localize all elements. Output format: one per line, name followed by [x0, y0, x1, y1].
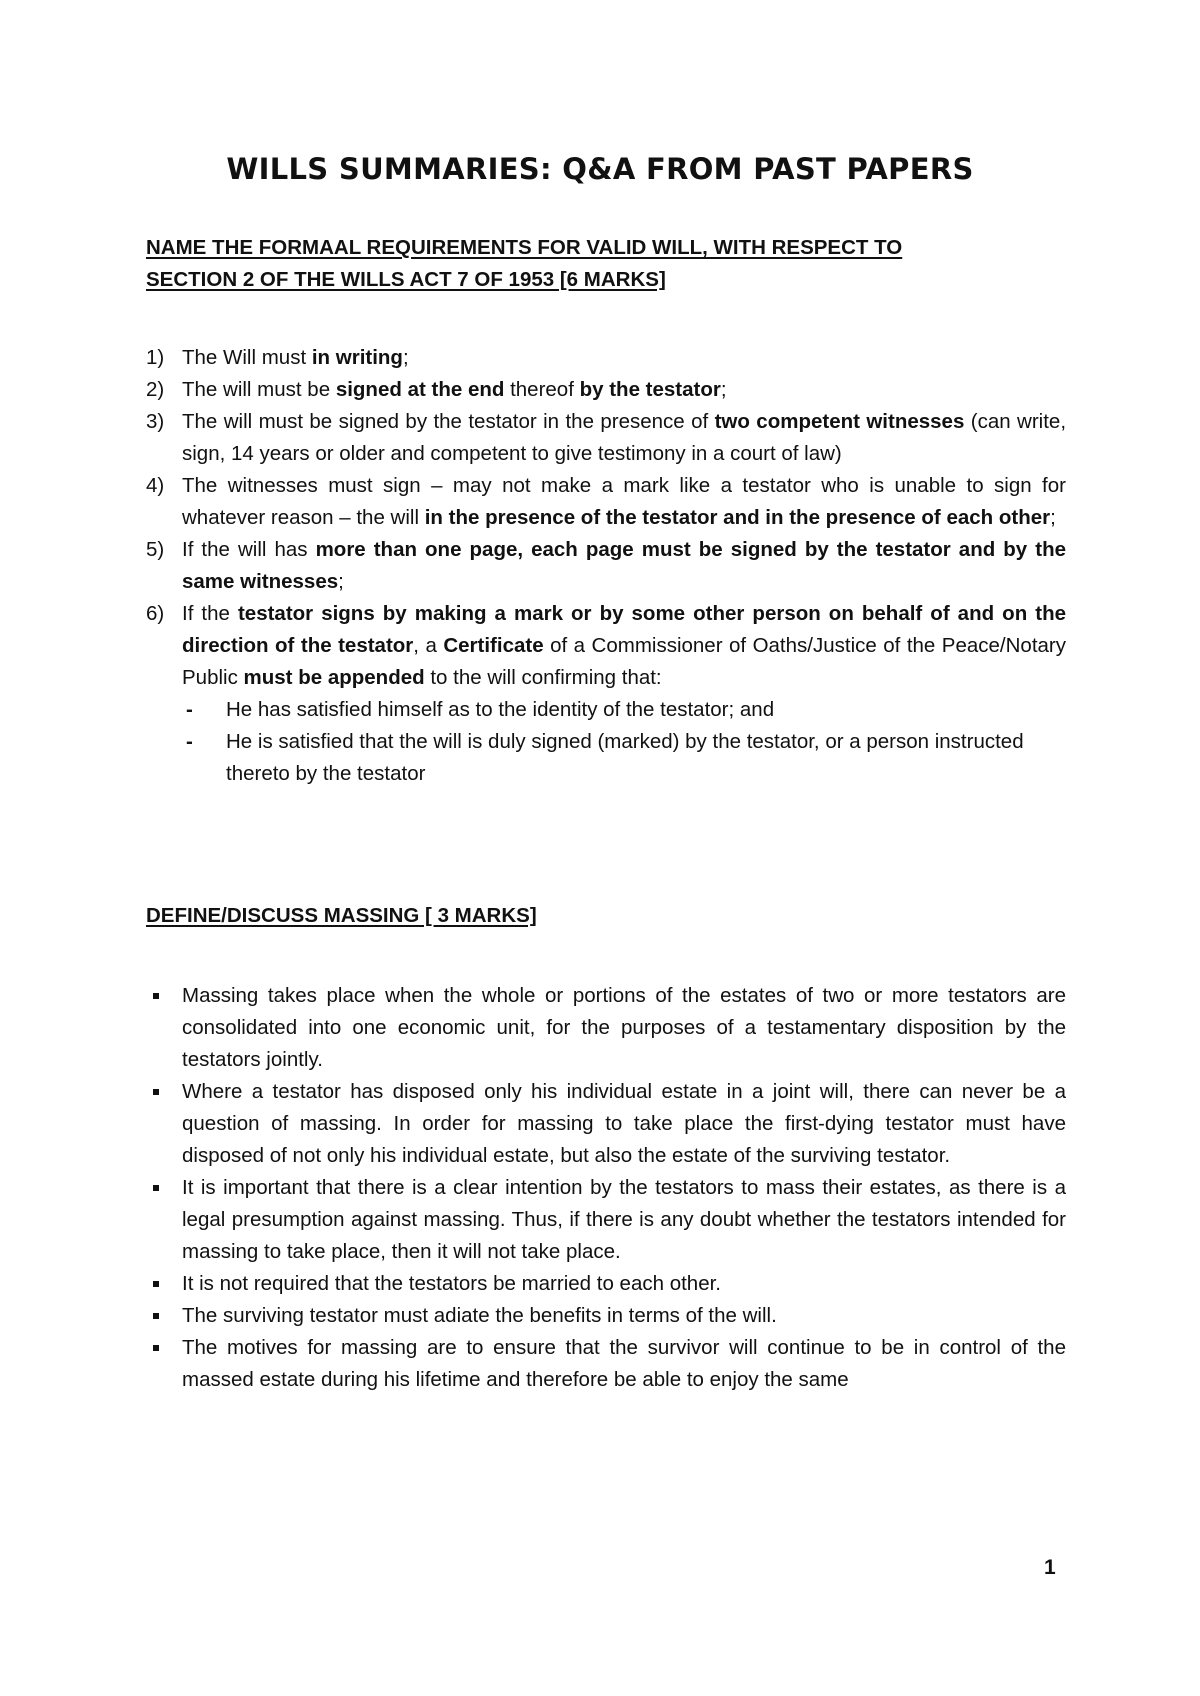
section1-heading-line1: NAME THE FORMAAL REQUIREMENTS FOR VALID WILL, WITH RESPECT TO: [146, 236, 903, 259]
list-item-number: 2): [146, 378, 165, 401]
text-run: ;: [1050, 506, 1056, 529]
list-item: [146, 534, 1066, 598]
page-number: 1: [1044, 1556, 1056, 1579]
list-item-text: [182, 602, 1066, 689]
list-item-text: [182, 378, 727, 401]
bullet-item-text: Where a testator has disposed only his individual estate in a joint will, there can never be a question of massing. In order for massing to take place the first-dying testator must have disposed of not only his individual estate, but also the estate of the surviving testator.: [182, 1080, 1066, 1167]
list-item: [146, 598, 1066, 694]
bold-text: signed at the end: [335, 378, 505, 401]
bold-text: in the presence of the testator and in the presence of each other: [424, 506, 1051, 529]
list-item: [146, 342, 1066, 374]
text-run: If the: [182, 602, 238, 625]
section1-heading-line2: SECTION 2 OF THE WILLS ACT 7 OF 1953 [6 MARKS]: [146, 268, 666, 291]
text-run: ;: [720, 378, 727, 401]
bold-text: in writing: [311, 346, 403, 369]
bold-text: two competent witnesses: [714, 410, 965, 433]
list-item: [146, 406, 1066, 470]
text-run: The will must be: [182, 378, 336, 401]
square-bullet-icon: [153, 1089, 159, 1095]
text-run: (can write, sign, 14 years or older and competent to give testimony in a court of law): [182, 410, 1067, 465]
bullet-item-text: The motives for massing are to ensure that the survivor will continue to be in control of the massed estate during his lifetime and therefore be able to enjoy the same: [182, 1336, 1066, 1391]
bold-text: more than one page, each page must be signed by the testator and by the same witnesses: [182, 538, 1066, 593]
list-item-number: 5): [146, 538, 165, 561]
square-bullet-icon: [153, 993, 159, 999]
text-run: to the will confirming that:: [424, 666, 662, 689]
section1-heading: [146, 232, 1066, 296]
square-bullet-icon: [153, 1313, 159, 1319]
list-item-text: [182, 410, 1066, 465]
bullet-item: [146, 1332, 1066, 1396]
bullet-item: [146, 1300, 1066, 1332]
square-bullet-icon: [153, 1345, 159, 1351]
bold-text: by the testator: [579, 378, 721, 401]
list-item: [146, 374, 1066, 406]
bullet-item: [146, 1172, 1066, 1268]
text-run: The Will must: [182, 346, 312, 369]
square-bullet-icon: [153, 1281, 159, 1287]
bold-text: testator signs by making a mark or by some other person on behalf of and on the direction of the testator: [182, 602, 1066, 657]
sub-list-item-text: He is satisfied that the will is duly signed (marked) by the testator, or a person instructed thereto by the testator: [226, 730, 1024, 785]
list-item-text: [182, 346, 409, 369]
bold-text: must be appended: [243, 666, 425, 689]
text-run: ;: [338, 570, 344, 593]
bullet-item: [146, 980, 1066, 1076]
list-item-text: [182, 474, 1066, 529]
list-item: [146, 470, 1066, 534]
bullet-item-text: The surviving testator must adiate the benefits in terms of the will.: [182, 1304, 777, 1327]
text-run: If the will has: [182, 538, 316, 561]
text-run: ;: [402, 346, 409, 369]
text-run: of a Commissioner of Oaths/Justice of the Peace/Notary Public: [182, 634, 1066, 689]
list-item-number: 4): [146, 474, 165, 497]
sub-list-item: [146, 726, 1066, 790]
text-run: The will must be signed by the testator in the presence of: [182, 410, 715, 433]
document-title: WILLS SUMMARIES: Q&A FROM PAST PAPERS: [226, 152, 974, 186]
bullet-item-text: Massing takes place when the whole or portions of the estates of two or more testators are consolidated into one economic unit, for the purposes of a testamentary disposition by the testators jointly.: [182, 984, 1066, 1071]
dash-marker: -: [186, 730, 193, 753]
list-item-number: 1): [146, 346, 165, 369]
list-item-number: 6): [146, 602, 165, 625]
square-bullet-icon: [153, 1185, 159, 1191]
section2-heading: DEFINE/DISCUSS MASSING [ 3 MARKS]: [146, 904, 537, 927]
bullet-item: [146, 1268, 1066, 1300]
text-run: thereof: [504, 378, 580, 401]
text-run: The witnesses must sign – may not make a mark like a testator who is unable to sign for whatever reason – the will: [182, 474, 1066, 529]
bold-text: Certificate: [443, 634, 544, 657]
massing-bullet-list: [146, 980, 1066, 1396]
list-item-number: 3): [146, 410, 165, 433]
bullet-item: [146, 1076, 1066, 1172]
sub-list-item: [146, 694, 1066, 726]
sub-list-item-text: He has satisfied himself as to the identity of the testator; and: [226, 698, 775, 721]
text-run: , a: [413, 634, 444, 657]
bullet-item-text: It is important that there is a clear intention by the testators to mass their estates, as there is a legal presumption against massing. Thus, if there is any doubt whether the testators intended for massing to take place, then it will not take place.: [182, 1176, 1066, 1263]
list-item-text: [182, 538, 1066, 593]
bullet-item-text: It is not required that the testators be married to each other.: [182, 1272, 721, 1295]
dash-marker: -: [186, 698, 193, 721]
requirements-list: [146, 342, 1066, 790]
